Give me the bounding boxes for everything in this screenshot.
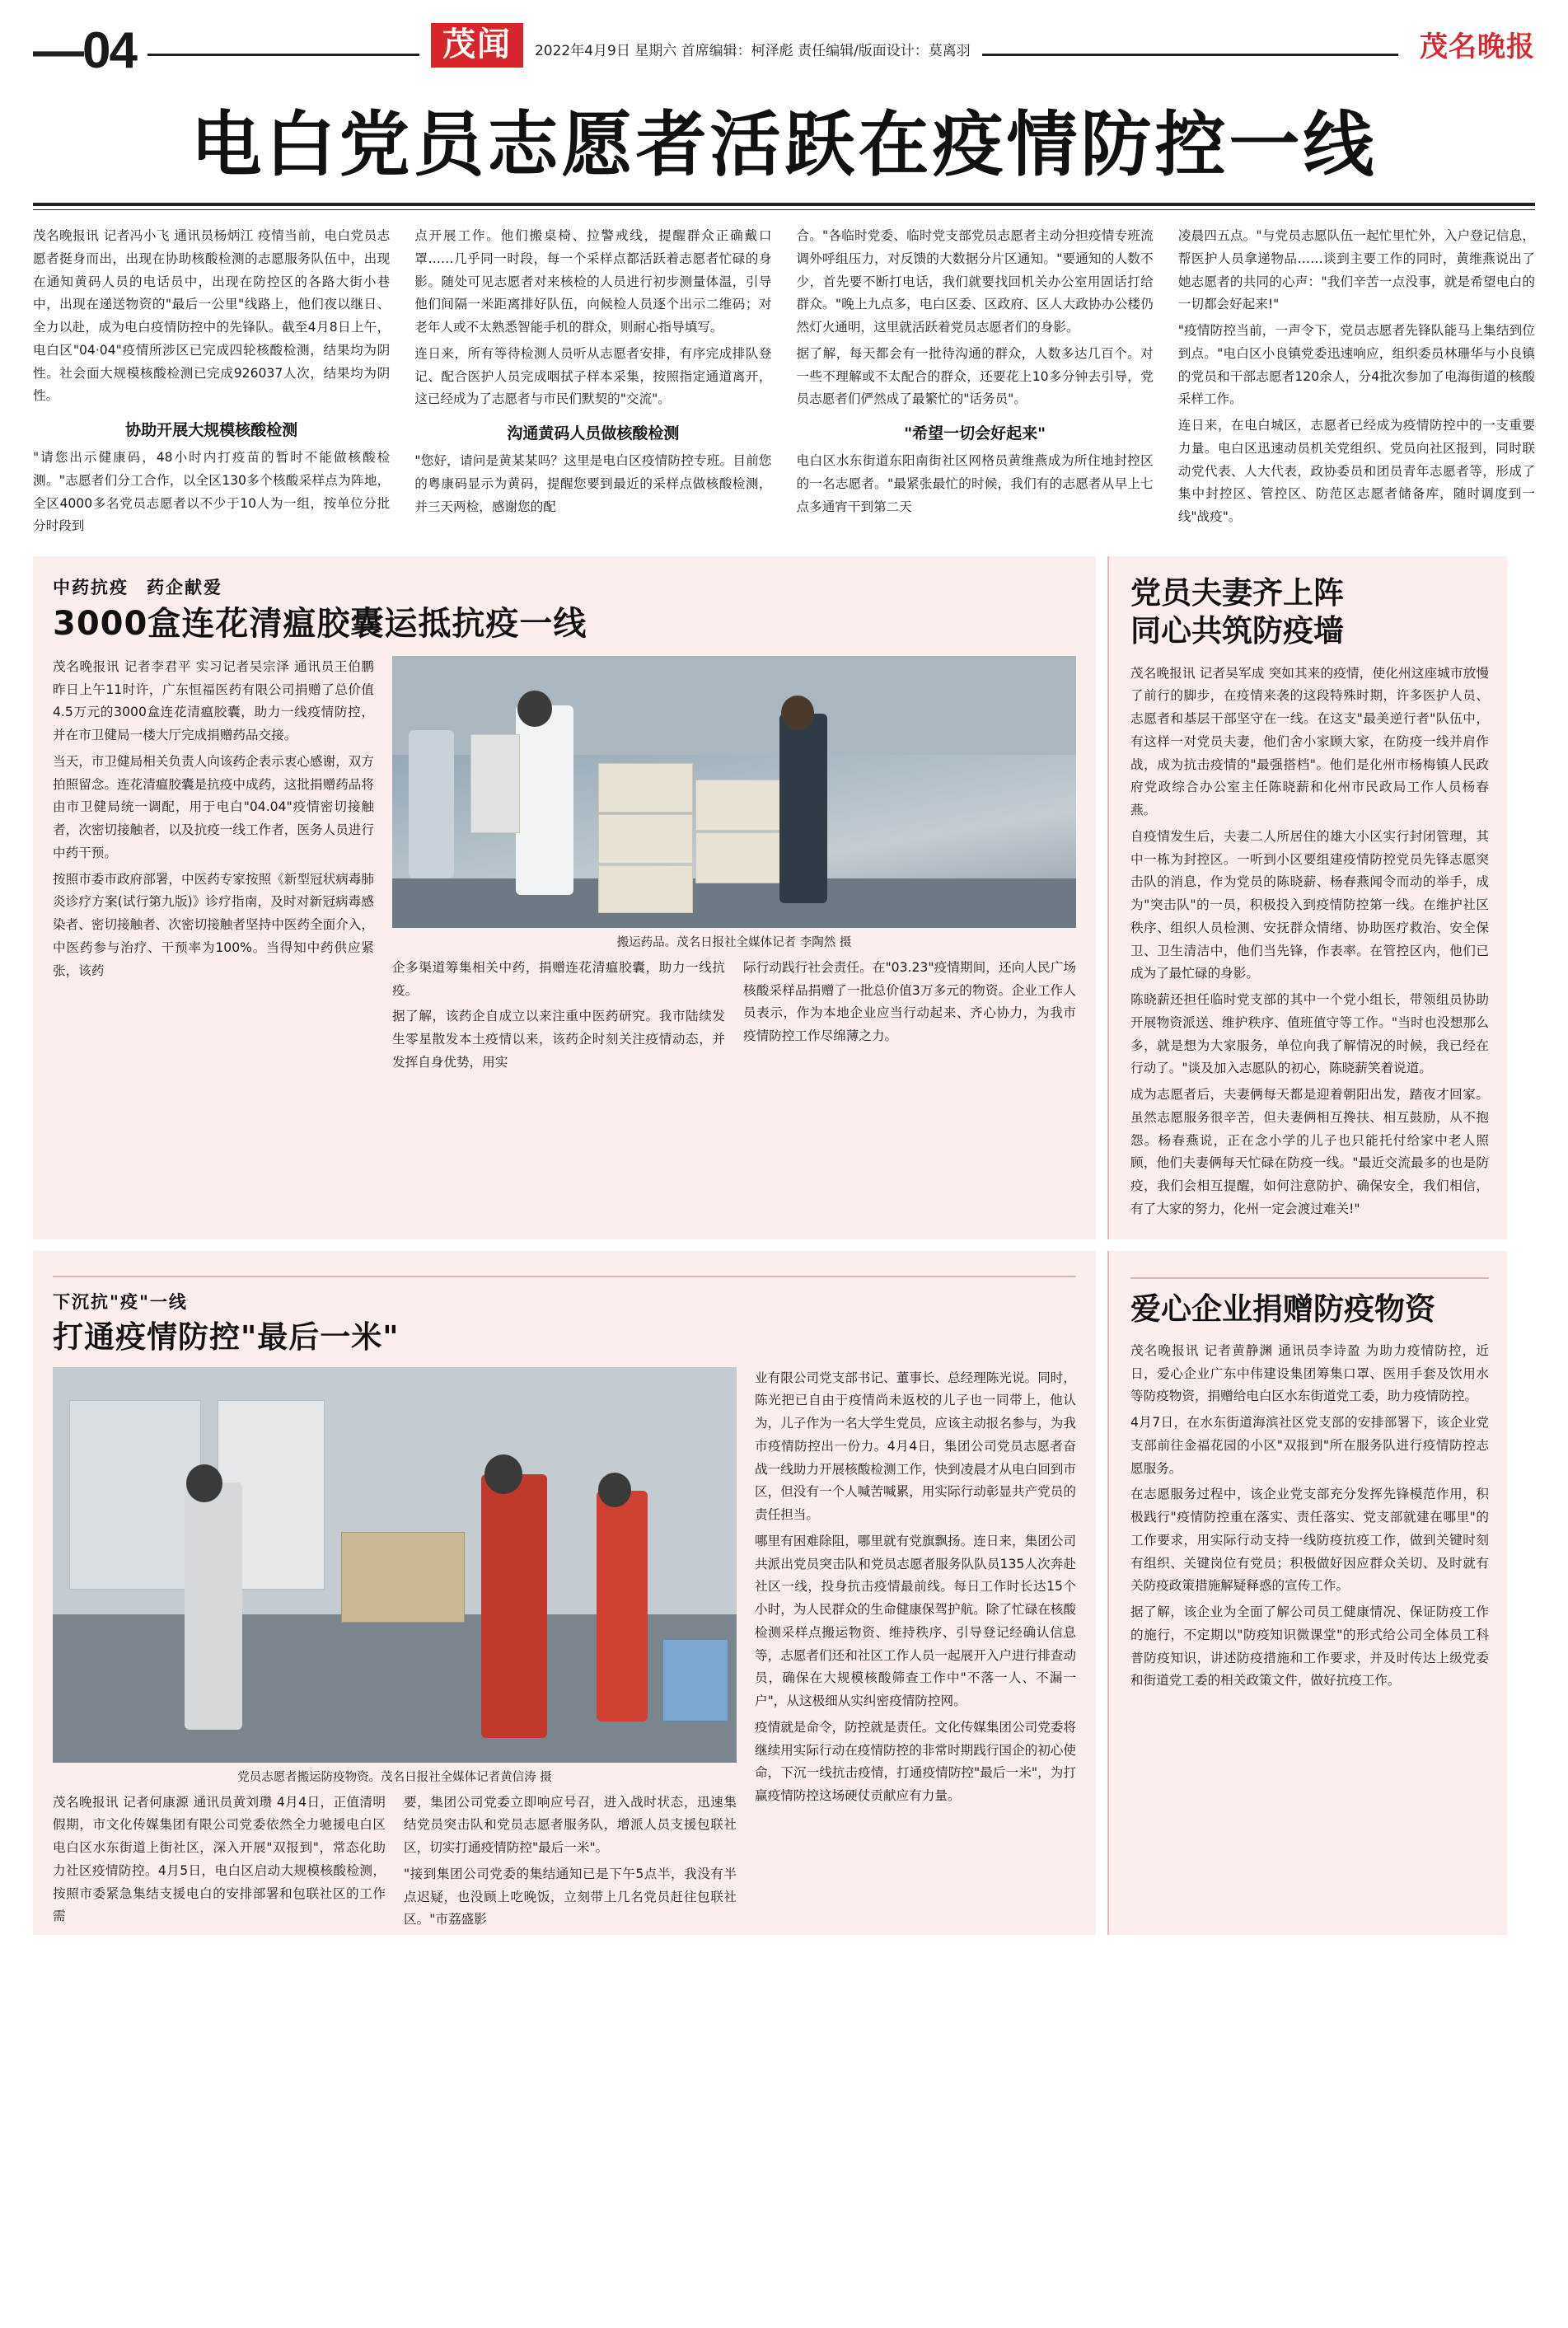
divider — [53, 1276, 1076, 1277]
paragraph: 茂名晚报讯 记者李君平 实习记者吴宗泽 通讯员王伯鹏 昨日上午11时许，广东恒福医药有限公司捐赠了总价值4.5万元的3000盒连花清瘟胶囊，助力一线疫情防控，并在市卫健局一楼大厅完成捐赠药品交接。 — [53, 658, 374, 743]
paragraph: 业有限公司党支部书记、董事长、总经理陈光说。同时，陈光把已自由于疫情尚未返校的儿子也一同带上，他认为，儿子作为一名大学生党员，应该主动报名参与，为我市疫情防控出一份力。4月4日，集团公司党员志愿者奋战一线助力开展核酸检测工作，快到凌晨才从电白回到市区，但没有一个人喊苦喊累，用实际行动彰显共产党员的责任担当。 — [755, 1370, 1076, 1523]
masthead-meta: 2022年4月9日 星期六 首席编辑：柯泽彪 责任编辑/版面设计：莫离羽 — [534, 43, 971, 59]
paragraph: 要，集团公司党委立即响应号召，进入战时状态，迅速集结党员突击队和党员志愿者服务队，增派人员支援包联社区，切实打通疫情防控"最后一米"。 — [404, 1794, 737, 1856]
section-logo: 茂闻 — [431, 23, 523, 68]
lead-column-1 — [33, 225, 390, 541]
paragraph: 茂名晚报讯 记者何康源 通讯员黄刘瓒 4月4日，正值清明假期，市文化传媒集团有限公司党委依然全力驰援电白区电白区水东街道上街社区，深入开展"双报到"，常态化助力社区疫情防控。4月5日，电白区启动大规模核酸检测，按照市委紧急集结支援电白的安排部署和包联社区的工作需 — [53, 1794, 386, 1924]
paragraph: 茂名晚报讯 记者吴军成 突如其来的疫情，使化州这座城市放慢了前行的脚步，在疫情来袭的这段特殊时期，许多医护人员、志愿者和基层干部坚守在一线。在这支"最美逆行者"队伍中，有这样一对党员夫妻，他们舍小家顾大家，在防疫一线并肩作战，成为抗击疫情的"最强搭档"。他们是化州市杨梅镇人民政府党政综合办公室主任陈晓薪和化州市民政局工作人员杨春燕。 — [1130, 665, 1489, 817]
paragraph: 在志愿服务过程中，该企业党支部充分发挥先锋模范作用，积极践行"疫情防控重在落实、责任落实、党支部就建在哪里"的工作要求，用实际行动支持一线防疫抗疫工作，做到关键时刻有组织、关键岗位有党员；积极做好因应群众关切、及时就有关防疫政策措施解疑释惑的宣传工作。 — [1130, 1487, 1489, 1594]
masthead-rule-left — [147, 54, 419, 56]
paragraph: 茂名晚报讯 记者黄静渊 通讯员李诗盈 为助力疫情防控，近日，爱心企业广东中伟建设集团筹集口罩、医用手套及饮用水等防疫物资，捐赠给电白区水东街道党工委，助力疫情防控。 — [1130, 1342, 1489, 1404]
lead-article — [33, 222, 1535, 541]
divider-thin — [33, 209, 1535, 210]
page-title: 电白党员志愿者活跃在疫情防控一线 — [190, 104, 1378, 186]
lead-column-4 — [1178, 225, 1535, 541]
paragraph: 哪里有困难除阻，哪里就有党旗飘扬。连日来，集团公司共派出党员突击队和党员志愿者服务队队员135人次奔赴社区一线，投身抗击疫情最前线。每日工作时长达15个小时，为人民群众的生命健康保驾护航。除了忙碌在核酸检测采样点搬运物资、维持秩序、引导登记经确认信息等，志愿者们还和社区工作人员一起展开入户进行排查动员，确保在大规模核酸筛查工作中"不落一人、不漏一户"，从这极细从实纠密疫情防控网。 — [755, 1533, 1076, 1709]
paragraph: 据了解，每天都会有一批待沟通的群众，人数多达几百个。对一些不理解或不太配合的群众，还要花上10多分钟去引导，党员志愿者们俨然成了最繁忙的"话务员"。 — [796, 345, 1154, 407]
article-kicker: 中药抗疫 药企献爱 — [53, 578, 222, 597]
masthead-rule-right — [982, 54, 1398, 56]
subheading: 沟通黄码人员做核酸检测 — [507, 424, 680, 443]
couple-article — [1107, 556, 1507, 1239]
paragraph: 4月7日，在水东街道海滨社区党支部的安排部署下，该企业党支部前往金福花园的小区"双报到"所在服务队进行疫情防控志愿服务。 — [1130, 1415, 1489, 1476]
medicine-column-3 — [743, 957, 1076, 1078]
paragraph: 连日来，在电白城区，志愿者已经成为疫情防控中的一支重要力量。电白区迅速动员机关党组织、党员向社区报到，同时联动党代表、人大代表，政协委员和团员青年志愿者等，形成了集中封控区、管控区、防范区志愿者储备库，随时调度到一线"战疫"。 — [1177, 418, 1535, 524]
paragraph: "请您出示健康码，48小时内打疫苗的暂时不能做核酸检测。"志愿者们分工合作，以全区130多个核酸采样点为阵地，全区4000多名党员志愿者以不少于10人为一组，按单位分批分时段到 — [33, 450, 391, 534]
article-title: 爱心企业捐赠防疫物资 — [1130, 1290, 1435, 1327]
paragraph: "接到集团公司党委的集结通知已是下午5点半，我没有半点迟疑，也没顾上吃晚饭，立刻带上几名党员赶往包联社区。"市荔盛影 — [404, 1866, 737, 1928]
divider-thick — [33, 203, 1535, 206]
lastmeter-column-2 — [404, 1792, 737, 1936]
paragraph: 陈晓薪还担任临时党支部的其中一个党小组长，带领组员协助开展物资派送、维护秩序、值班值守等工作。"当时也没想那么多，就是想为大家服务，单位向我了解情况的时候，我已经在行动了。"谈及加入志愿队的初心，陈晓薪笑着说道。 — [1130, 992, 1489, 1076]
paragraph: 连日来，所有等待检测人员听从志愿者安排，有序完成排队登记、配合医护人员完成咽拭子样本采集，按照指定通道离开，这已经成为了志愿者与市民们默契的"交流"。 — [414, 345, 772, 407]
lastmeter-article — [33, 1251, 1096, 1936]
lastmeter-column-3 — [755, 1367, 1076, 1936]
paragraph: 疫情就是命令，防控就是责任。文化传媒集团公司党委将继续用实际行动在疫情防控的非常时期践行国企的初心使命，下沉一线抗击疫情，打通疫情防控"最后一米"，为打赢疫情防控这场硬仗贡献应有力量。 — [755, 1719, 1076, 1804]
paragraph: "疫情防控当前，一声令下，党员志愿者先锋队能马上集结到位到点。"电白区小良镇党委迅速响应，组织委员林珊华与小良镇的党员和干部志愿者120余人，分4批次参加了电海街道的核酸采样工作。 — [1177, 323, 1535, 407]
masthead — [33, 0, 1535, 79]
paragraph: 际行动践行社会责任。在"03.23"疫情期间，还向人民广场核酸采样品捐赠了一批总价值3万多元的物资。企业工作人员表示，作为本地企业应当行动起来、齐心协力，为我市疫情防控工作尽绵薄之力。 — [743, 959, 1076, 1044]
divider — [1130, 1277, 1489, 1279]
lead-column-3 — [797, 225, 1154, 541]
photo-caption: 党员志愿者搬运防疫物资。茂名日报社全媒体记者黄信涛 摄 — [237, 1770, 552, 1784]
lastmeter-photo — [53, 1367, 737, 1763]
article-title: 党员夫妻齐上阵 同心共筑防疫墙 — [1130, 575, 1344, 649]
paragraph: 当天，市卫健局相关负责人向该药企表示衷心感谢，双方拍照留念。连花清瘟胶囊是抗疫中成药，这批捐赠药品将由市卫健局统一调配，用于电白"04.04"疫情密切接触者，次密切接触者，以及抗疫一线工作者，医务人员进行中药干预。 — [53, 753, 374, 860]
paragraph: 企多渠道筹集相关中药，捐赠连花清瘟胶囊，助力一线抗疫。 — [392, 959, 725, 998]
paragraph: "您好，请问是黄某某吗？这里是电白区疫情防控专班。目前您的粤康码显示为黄码，提醒您要到最近的采样点做核酸检测，并三天两检，感谢您的配 — [414, 453, 772, 514]
lead-column-2 — [414, 225, 771, 541]
photo-caption: 搬运药品。茂名日报社全媒体记者 李陶然 摄 — [616, 935, 852, 949]
donation-article — [1107, 1251, 1507, 1936]
paragraph: 自疫情发生后，夫妻二人所居住的雄大小区实行封闭管理，其中一栋为封控区。一听到小区要组建疫情防控党员先锋志愿突击队的消息，作为党员的陈晓薪、杨春燕闻令而动的举手，成为"突击队"的一员，积极投入到疫情防控第一线。在维护社区秩序、组织人员检测、安抚群众情绪、协助医疗救治、安全保卫、卫生清洁中，他们当先锋，作表率。在管控区内，他们已成为了最忙碌的身影。 — [1130, 828, 1489, 981]
article-title: 打通疫情防控"最后一米" — [53, 1319, 400, 1355]
paragraph: 按照市委市政府部署，中医药专家按照《新型冠状病毒肺炎诊疗方案(试行第九版)》诊疗指南，及时对新冠病毒感染者、密切接触者、次密切接触者坚持中医药全面介入，中医药参与治疗、干预率为100%。当得知中药供应紧张，该药 — [53, 871, 374, 978]
subheading: "希望一切会好起来" — [904, 424, 1046, 443]
paragraph: 成为志愿者后，夫妻俩每天都是迎着朝阳出发，踏夜才回家。虽然志愿服务很辛苦，但夫妻俩相互搀扶、相互鼓励，从不抱怨。杨春燕说，正在念小学的儿子也只能托付给家中老人照顾，他们夫妻俩每天忙碌在防疫一线。"最近交流最多的也是防疫，我们会相互提醒，如何注意防护、确保安全，我们相信，有了大家的努力，化州一定会渡过难关!" — [1130, 1087, 1489, 1216]
paragraph: 点开展工作。他们搬桌椅、拉警戒线，提醒群众正确戴口罩……几乎同一时段，每一个采样点都活跃着志愿者忙碌的身影。随处可见志愿者对来核检的人员进行初步测量体温，引导他们间隔一米距离排好队伍，向候检人员逐个出示二维码；对老年人或不太熟悉智能手机的群众，则耐心指导填写。 — [414, 228, 772, 335]
pink-section — [33, 556, 1535, 1239]
medicine-article — [33, 556, 1096, 1239]
lastmeter-photo-block — [53, 1367, 737, 1936]
paragraph: 据了解，该企业为全面了解公司员工健康情况、保证防疫工作的施行，不定期以"防疫知识微课堂"的形式给公司全体员工科普防疫知识，讲述防疫措施和工作要求，并及时传达上级党委和街道党工委的相关政策文件，做好抗疫工作。 — [1130, 1604, 1489, 1689]
paragraph: 据了解，该药企自成立以来注重中医药研究。我市陆续发生零星散发本土疫情以来，该药企时刻关注疫情动态，并发挥自身优势，用实 — [392, 1009, 725, 1070]
article-kicker: 下沉抗"疫"一线 — [53, 1291, 188, 1312]
page-number: —04 — [33, 22, 136, 80]
paragraph: 合。"各临时党委、临时党支部党员志愿者主动分担疫情专班流调外呼组压力，对反馈的大数据分片区通知。"要通知的人数不少，首先要不断打电话，我们就要找回机关办公室用固话打给群众。"晚上九点多，电白区委、区政府、区人大政协办公楼仍然灯火通明，这里就活跃着党员志愿者们的身影。 — [796, 228, 1154, 335]
paragraph: 茂名晚报讯 记者冯小飞 通讯员杨炳江 疫情当前，电白党员志愿者挺身而出，出现在协助核酸检测的志愿服务队伍中，出现在通知黄码人员的电话员中，出现在防控区的各路大街小巷中，出现在递送物资的"最后一公里"线路上，他们夜以继日、全力以赴，成为电白疫情防控中的先锋队。截至4月8日上午，电白区"04·04"疫情所涉区已完成四轮核酸检测，结果均为阴性。社会面大规模核酸检测已完成926037人次，结果均为阴性。 — [33, 228, 391, 404]
bottom-section — [33, 1251, 1535, 1936]
medicine-photo-block — [392, 656, 1076, 1078]
subheading: 协助开展大规模核酸检测 — [125, 421, 298, 439]
article-title: 3000盒连花清瘟胶囊运抵抗疫一线 — [53, 605, 587, 643]
medicine-column-2 — [392, 957, 725, 1078]
medicine-photo — [392, 656, 1076, 928]
paragraph: 电白区水东街道东阳南街社区网格员黄维燕成为所住地封控区的一名志愿者。"最紧张最忙的时候，我们有的志愿者从早上七点多通宵干到第二天 — [796, 453, 1154, 514]
paragraph: 凌晨四五点。"与党员志愿队伍一起忙里忙外，入户登记信息，帮医护人员拿递物品……谈到主要工作的同时，黄维燕说出了她志愿者的共同的心声："我们辛苦一点没事，就是希望电白的一切都会好起来!" — [1177, 228, 1535, 312]
newspaper-brand: 茂名晚报 — [1420, 30, 1535, 63]
lastmeter-column-1 — [53, 1792, 386, 1936]
medicine-column-1 — [53, 656, 374, 1078]
